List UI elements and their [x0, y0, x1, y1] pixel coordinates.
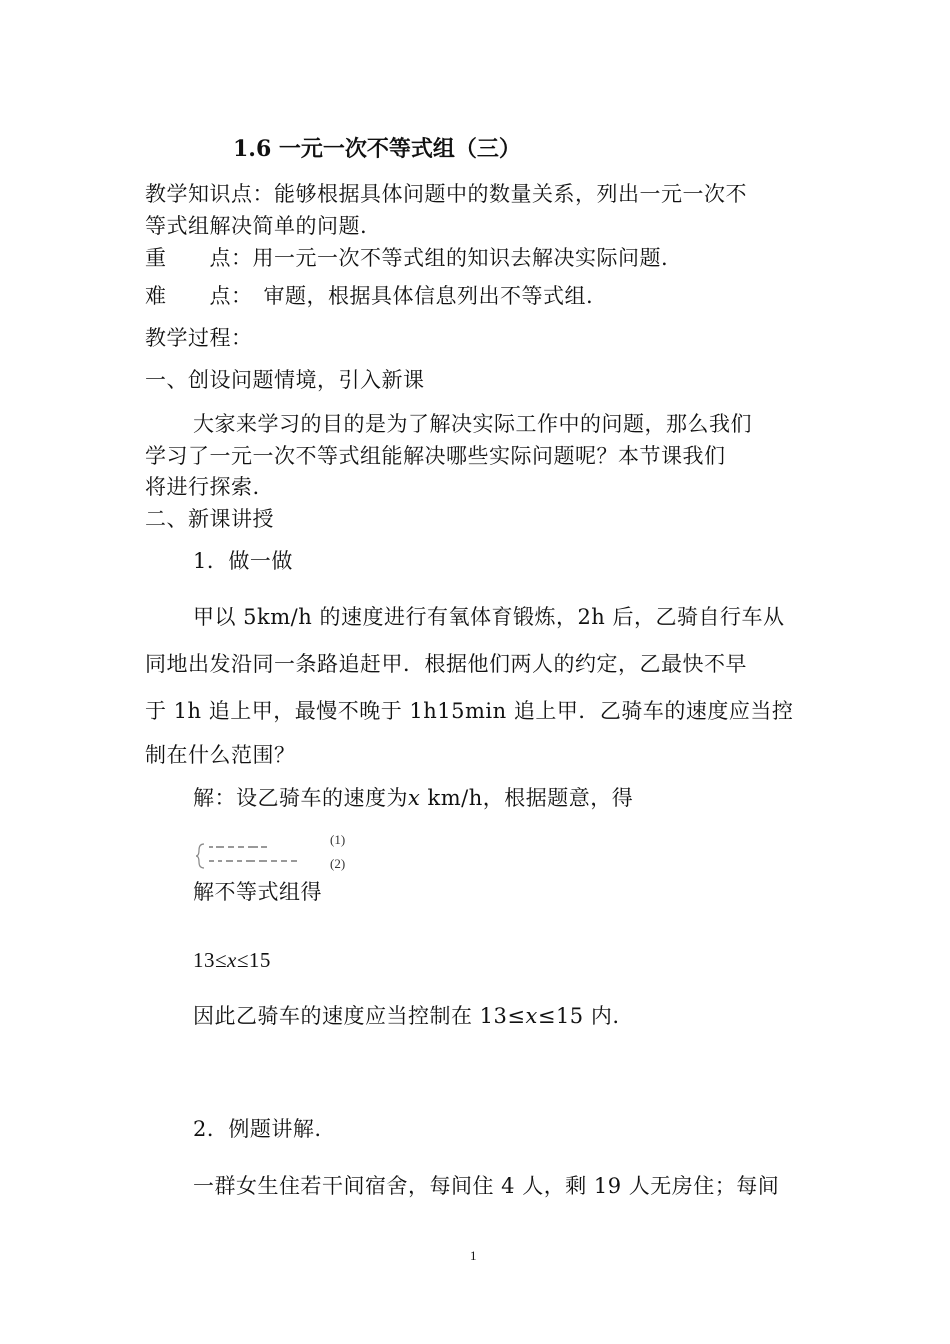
equation-2-label: (2)	[330, 856, 346, 871]
solution-setup-line	[193, 784, 633, 812]
conclusion-suffix: ≤15 内.	[537, 1004, 620, 1028]
key-point-line: 重 点：用一元一次不等式组的知识去解决实际问题.	[145, 246, 669, 270]
solution-range-variable: x	[227, 948, 237, 972]
solution-variable: x	[408, 786, 421, 810]
intro-paragraph-line-1: 大家来学习的目的是为了解决实际工作中的问题，那么我们	[193, 412, 752, 436]
inequality-system-image	[195, 828, 365, 872]
solution-suffix: km/h，根据题意，得	[420, 786, 634, 810]
conclusion-line	[193, 1002, 620, 1030]
problem-line-1: 甲以 5km/h 的速度进行有氧体育锻炼，2h 后，乙骑自行车从	[193, 605, 785, 629]
page-number: 1	[470, 1248, 477, 1263]
difficulty-line: 难 点： 审题，根据具体信息列出不等式组.	[145, 284, 594, 308]
subsection-1-heading: 1．做一做	[193, 549, 293, 573]
problem-line-2: 同地出发沿同一条路追赶甲．根据他们两人的约定，乙最快不早	[145, 652, 747, 676]
knowledge-point-line-2: 等式组解决简单的问题.	[145, 214, 368, 238]
solution-range-left: 13≤	[193, 948, 228, 972]
conclusion-prefix: 因此乙骑车的速度应当控制在 13≤	[193, 1004, 526, 1028]
conclusion-variable: x	[525, 1004, 538, 1028]
section-2-heading: 二、新课讲授	[145, 507, 274, 531]
intro-paragraph-line-3: 将进行探索.	[145, 475, 260, 499]
solution-range-right: ≤15	[236, 948, 271, 972]
process-heading: 教学过程：	[145, 326, 253, 350]
problem-line-3: 于 1h 追上甲，最慢不晚于 1h15min 追上甲．乙骑车的速度应当控	[145, 699, 794, 723]
solve-system-line: 解不等式组得	[193, 880, 322, 904]
lesson-title: 1.6 一元一次不等式组（三）	[233, 136, 521, 162]
equation-1-label: (1)	[330, 832, 346, 847]
intro-paragraph-line-2: 学习了一元一次不等式组能解决哪些实际问题呢？本节课我们	[145, 444, 726, 468]
example-line-1: 一群女生住若干间宿舍，每间住 4 人，剩 19 人无房住；每间	[193, 1174, 780, 1198]
subsection-2-heading: 2．例题讲解.	[193, 1117, 322, 1141]
solution-prefix: 解：设乙骑车的速度为	[193, 786, 408, 810]
section-1-heading: 一、创设问题情境，引入新课	[145, 368, 425, 392]
knowledge-point-line-1: 教学知识点：能够根据具体问题中的数量关系，列出一元一次不	[145, 182, 747, 206]
solution-range	[193, 946, 271, 974]
problem-line-4: 制在什么范围？	[145, 743, 296, 767]
